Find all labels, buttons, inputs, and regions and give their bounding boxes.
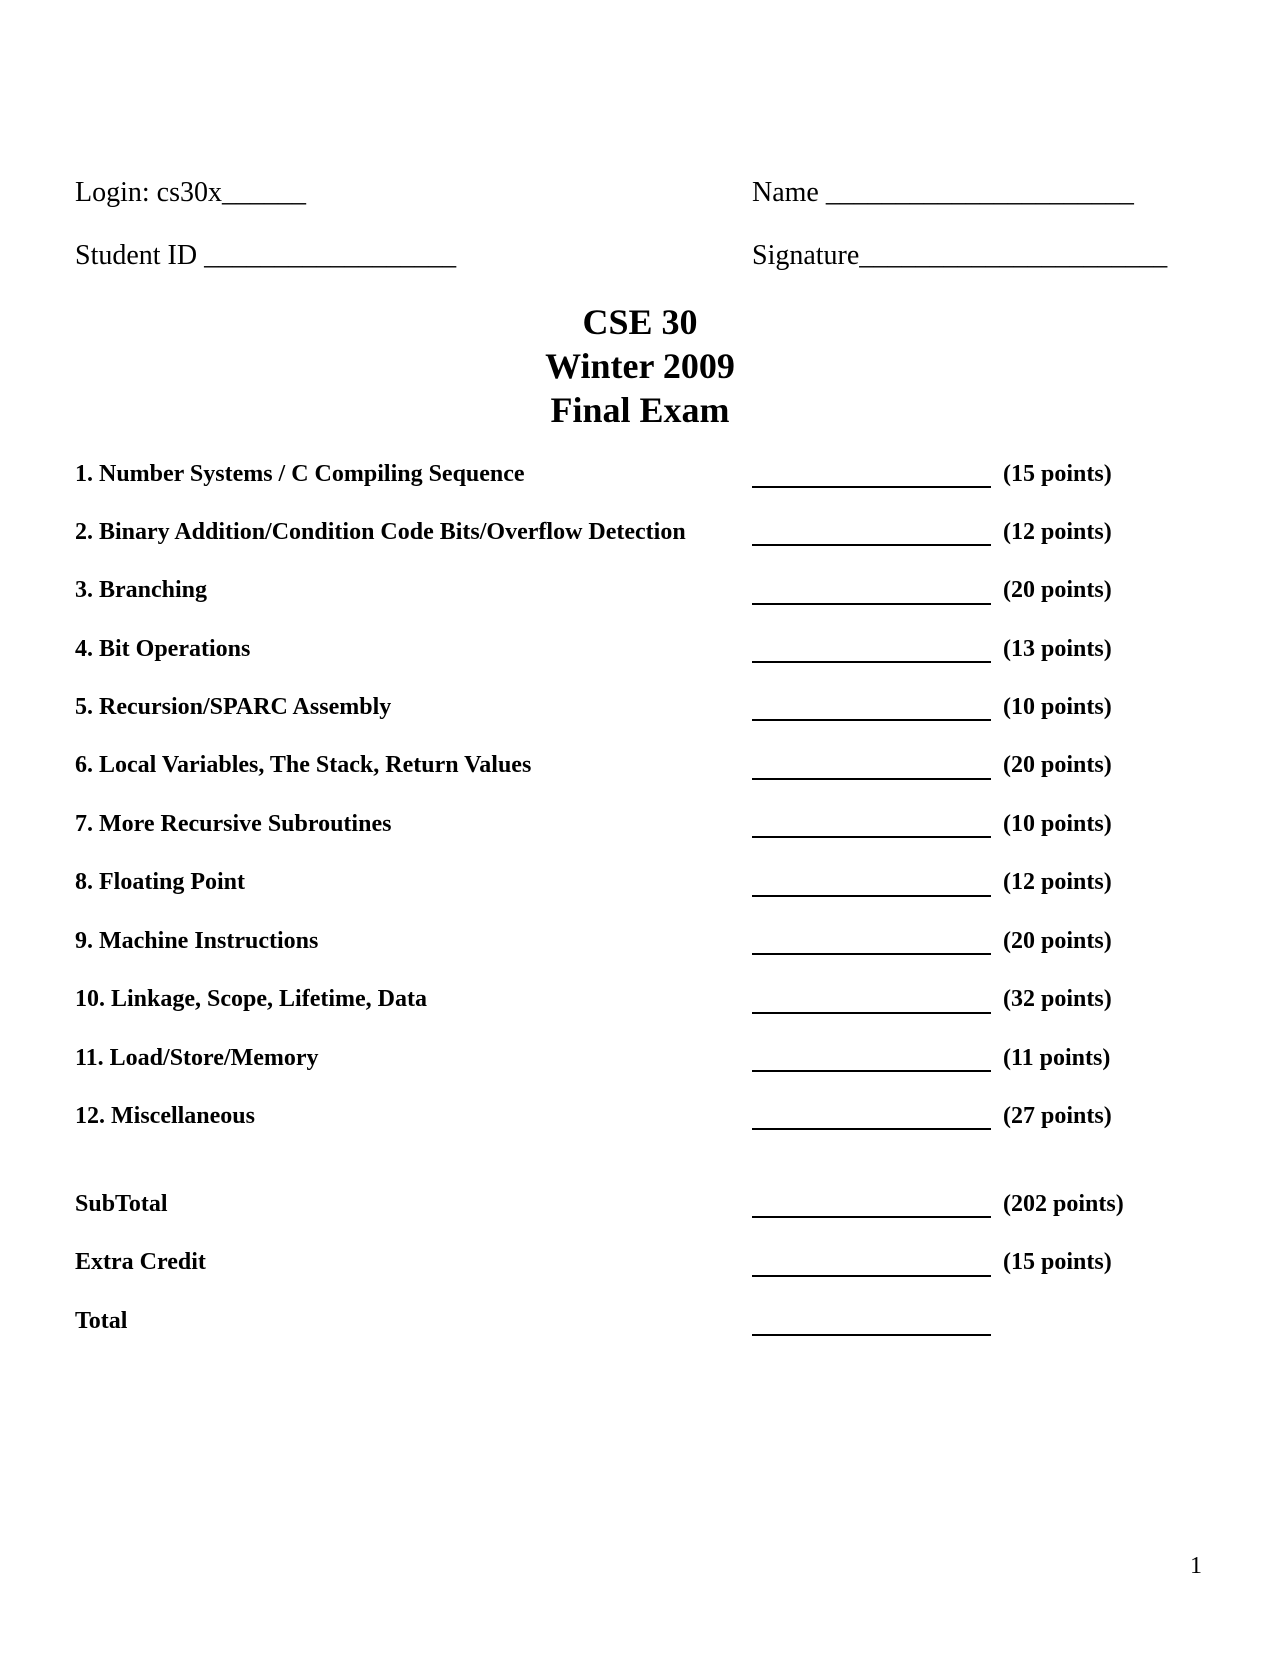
problem-points: (20 points) — [1003, 928, 1112, 954]
problem-points: (20 points) — [1003, 577, 1112, 603]
problem-points: (32 points) — [1003, 986, 1112, 1012]
extra-credit-points: (15 points) — [1003, 1249, 1112, 1275]
student-id-field[interactable]: Student ID __________________ — [75, 240, 457, 271]
problem-points: (15 points) — [1003, 461, 1112, 487]
score-blank[interactable] — [752, 661, 991, 663]
problem-label: 2. Binary Addition/Condition Code Bits/Overflow Detection — [75, 519, 686, 545]
extra-credit-label: Extra Credit — [75, 1249, 206, 1275]
problem-label: 10. Linkage, Scope, Lifetime, Data — [75, 986, 427, 1012]
problem-points: (10 points) — [1003, 694, 1112, 720]
problem-points: (10 points) — [1003, 811, 1112, 837]
problem-points: (12 points) — [1003, 519, 1112, 545]
problem-label: 3. Branching — [75, 577, 208, 603]
problem-label: 9. Machine Instructions — [75, 928, 319, 954]
problem-label: 7. More Recursive Subroutines — [75, 811, 392, 837]
subtotal-label: SubTotal — [75, 1191, 168, 1217]
score-blank[interactable] — [752, 1128, 991, 1130]
total-label: Total — [75, 1308, 128, 1334]
problem-label: 5. Recursion/SPARC Assembly — [75, 694, 392, 720]
problem-label: 6. Local Variables, The Stack, Return Values — [75, 752, 532, 778]
subtotal-points: (202 points) — [1003, 1191, 1124, 1217]
problem-label: 1. Number Systems / C Compiling Sequence — [75, 461, 525, 487]
problem-label: 12. Miscellaneous — [75, 1103, 255, 1129]
score-blank[interactable] — [752, 544, 991, 546]
score-blank[interactable] — [752, 953, 991, 955]
score-blank[interactable] — [752, 719, 991, 721]
score-blank[interactable] — [752, 1070, 991, 1072]
score-blank[interactable] — [752, 836, 991, 838]
score-blank[interactable] — [752, 895, 991, 897]
login-field[interactable]: Login: cs30x______ — [75, 177, 306, 208]
name-field[interactable]: Name ______________________ — [752, 177, 1134, 208]
exam-title: Final Exam — [550, 390, 730, 430]
problem-points: (11 points) — [1003, 1045, 1111, 1071]
page-number: 1 — [1190, 1553, 1202, 1579]
problem-label: 11. Load/Store/Memory — [75, 1045, 319, 1071]
problem-points: (12 points) — [1003, 869, 1112, 895]
extra-credit-blank[interactable] — [752, 1275, 991, 1277]
signature-field[interactable]: Signature______________________ — [752, 240, 1168, 271]
score-blank[interactable] — [752, 603, 991, 605]
problem-points: (13 points) — [1003, 636, 1112, 662]
score-blank[interactable] — [752, 778, 991, 780]
score-blank[interactable] — [752, 1012, 991, 1014]
problem-points: (27 points) — [1003, 1103, 1112, 1129]
problem-points: (20 points) — [1003, 752, 1112, 778]
term-title: Winter 2009 — [545, 346, 735, 386]
total-blank[interactable] — [752, 1334, 991, 1336]
course-title: CSE 30 — [582, 302, 698, 342]
score-blank[interactable] — [752, 486, 991, 488]
problem-label: 8. Floating Point — [75, 869, 246, 895]
problem-label: 4. Bit Operations — [75, 636, 251, 662]
subtotal-blank[interactable] — [752, 1216, 991, 1218]
